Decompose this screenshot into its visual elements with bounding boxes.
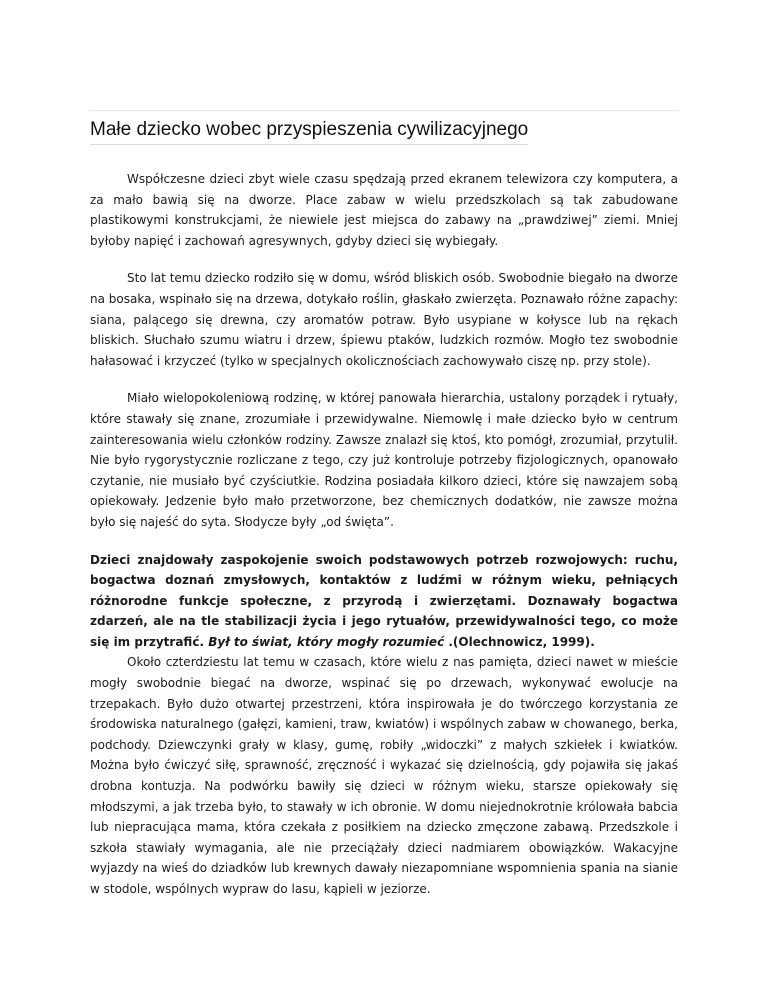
document-title: Małe dziecko wobec przyspieszenia cywilizacyjnego [90, 119, 528, 145]
bold-paragraph-citation: .(Olechnowicz, 1999). [444, 634, 595, 649]
paragraph-1: Współczesne dzieci zbyt wiele czasu spędzają przed ekranem telewizora czy komputera, a za mało bawią się na dworze. Place zabaw w wielu przedszkolach są tak zabudowane plastikowymi konstrukcjami, że niewiele jest miejsca do zabawy na „prawdziwej” ziemi. Mniej byłoby napięć i zachowań agresywnych, gdyby dzieci się wybiegały. [90, 172, 678, 248]
paragraph-3: Miało wielopokoleniową rodzinę, w której panowała hierarchia, ustalony porządek i rytuały, które stawały się znane, zrozumiałe i przewidywalne. Niemowlę i małe dziecko było w centrum zainteresowania wielu członków rodziny. Zawsze znalazł się ktoś, kto pomógł, zrozumiał, przytulił. Nie było rygorystycznie rozliczane z tego, czy już kontroluje potrzeby fizjologicznych, opanowało czytanie, nie musiało być czyściutkie. Rodzina posiadała kilkoro dzieci, które się nawzajem sobą opiekowały. Jedzenie było mało przetworzone, bez chemicznych dodatków, nie zawsze można było się najeść do syta. Słodycze były „od święta”. [90, 391, 678, 529]
paragraph-2: Sto lat temu dziecko rodziło się w domu, wśród bliskich osób. Swobodnie biegało na dworze na bosaka, wspinało się na drzewa, dotykało roślin, głaskało zwierzęta. Poznawało różne zapachy: siana, palącego się drewna, czy aromatów potraw. Było usypiane w kołysce lub na rękach bliskich. Słuchało szumu wiatru i drzew, śpiewu ptaków, ludzkich rozmów. Mogło tez swobodnie hałasować i krzyczeć (tylko w specjalnych okolicznościach zachowywało ciszę np. przy stole). [90, 271, 678, 368]
document-page [90, 110, 678, 917]
bold-paragraph-italic: Był to świat, który mogły rozumieć [208, 634, 445, 649]
title-divider [90, 110, 678, 111]
paragraph-4: Około czterdziestu lat temu w czasach, które wielu z nas pamięta, dzieci nawet w mieście mogły swobodnie biegać na dworze, wspinać się po drzewach, wykonywać ewolucje na trzepakach. Było dużo otwartej przestrzeni, która inspirowała je do twórczego korzystania ze środowiska naturalnego (gałęzi, kamieni, traw, kwiatów) i wspólnych zabaw w chowanego, berka, podchody. Dziewczynki grały w klasy, gumę, robiły „widoczki” z małych szkiełek i kwiatków. Można było ćwiczyć siłę, sprawność, zręczność i wykazać się dzielnością, gdy pojawiła się jakaś drobna kontuzja. Na podwórku bawiły się dzieci w różnym wieku, starsze opiekowały się młodszymi, a jak trzeba było, to stawały w ich obronie. W domu niejednokrotnie królowała babcia lub niepracująca mama, która czekała z posiłkiem na dziecko zmęczone zabawą. Przedszkole i szkoła stawiały wymagania, ale nie przeciążały dzieci nadmiarem obowiązków. Wakacyjne wyjazdy na wieś do dziadków lub krewnych dawały niezapomniane wspomnienia spania na sianie w stodole, wspólnych wypraw do lasu, kąpieli w jeziorze. [90, 655, 678, 896]
document-body [90, 169, 678, 900]
bold-paragraph [90, 550, 678, 653]
bold-paragraph-main: Dzieci znajdowały zaspokojenie swoich podstawowych potrzeb rozwojowych: ruchu, bogactwa doznań zmysłowych, kontaktów z ludźmi w różnym wieku, pełniących różnorodne funkcje społeczne, z przyrodą i zwierzętami. Doznawały bogactwa zdarzeń, ale na tle stabilizacji życia i jego rytuałów, przewidywalności tego, co może się im przytrafić. [90, 552, 678, 649]
